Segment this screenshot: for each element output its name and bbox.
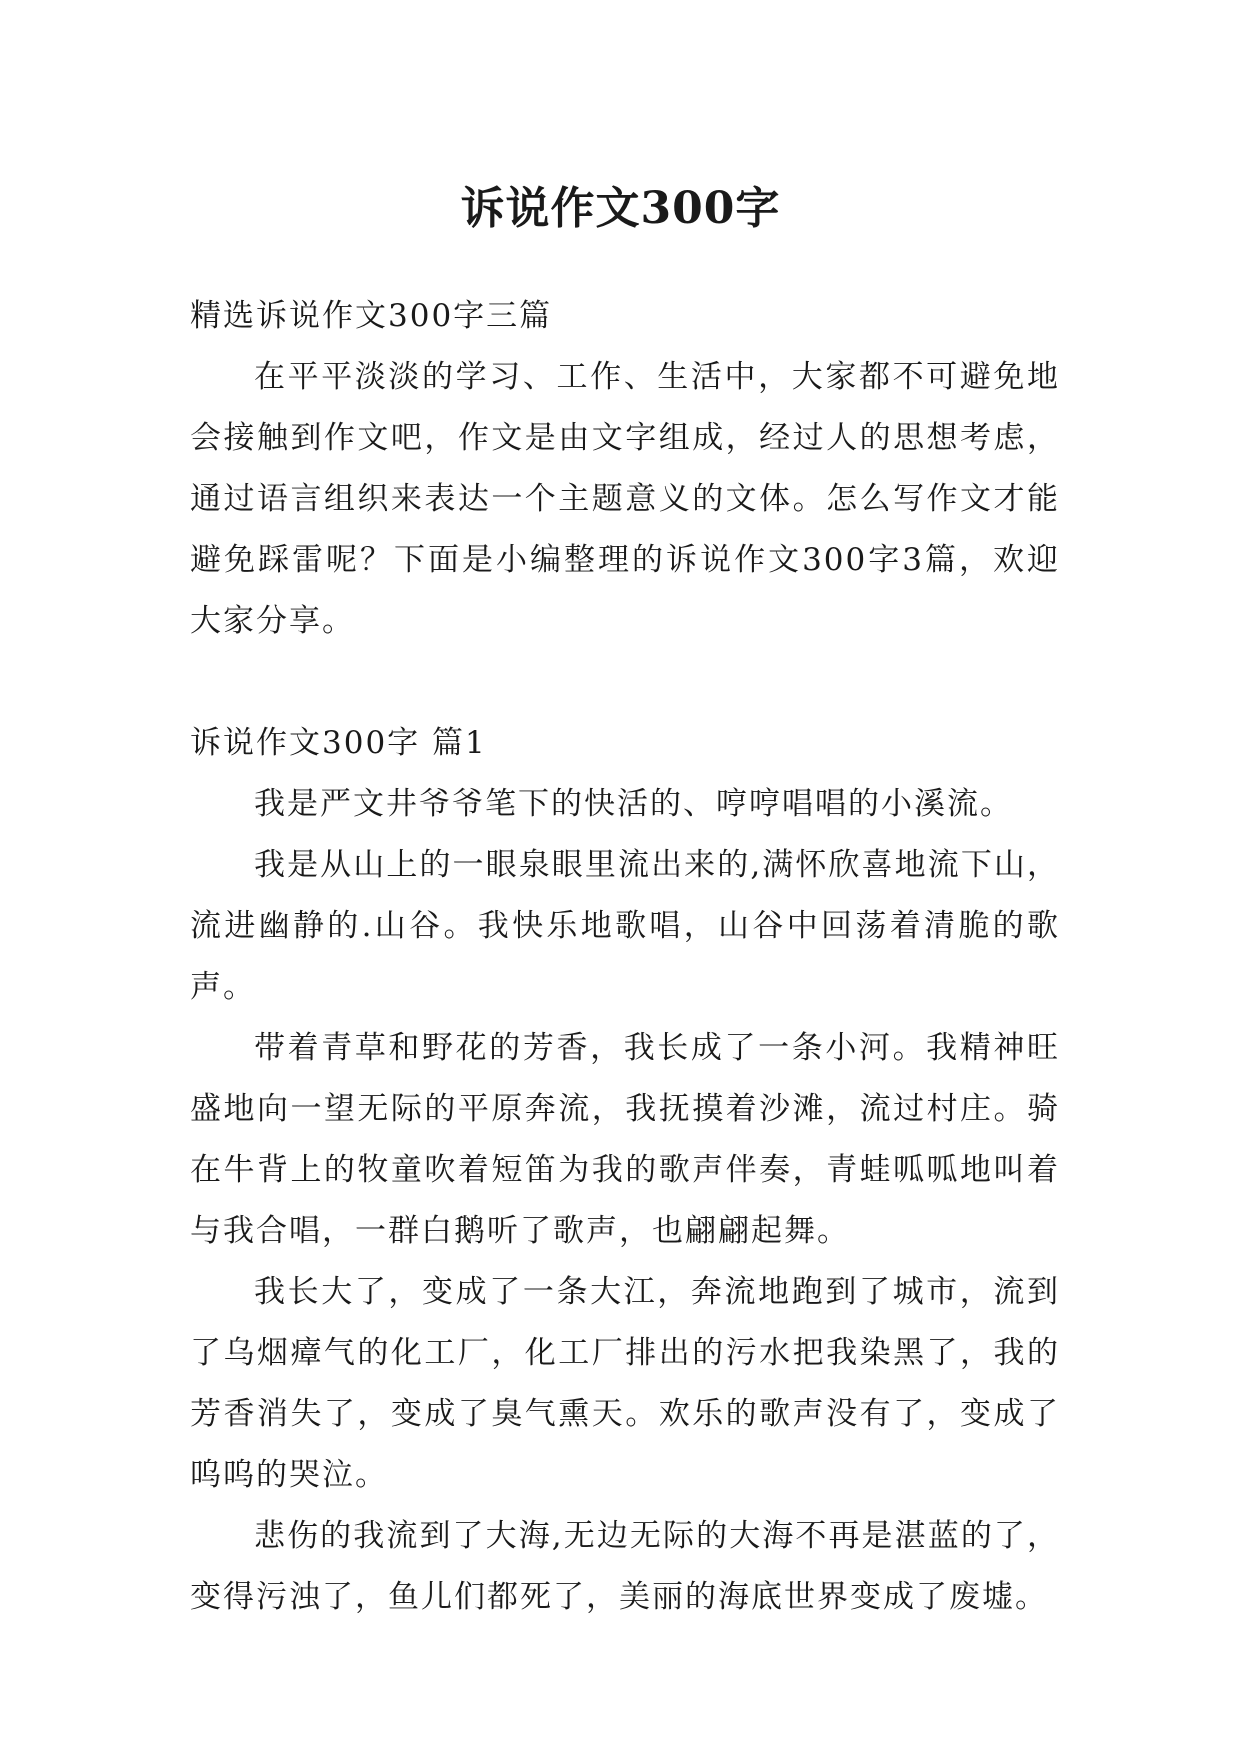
body-paragraph: 我长大了，变成了一条大江，奔流地跑到了城市，流到了乌烟瘴气的化工厂，化工厂排出的污水把我染黑了，我的芳香消失了，变成了臭气熏天。欢乐的歌声没有了，变成了呜呜的哭泣。 xyxy=(190,1274,1060,1493)
intro-paragraph: 在平平淡淡的学习、工作、生活中，大家都不可避免地会接触到作文吧，作文是由文字组成，经过人的思想考虑，通过语言组织来表达一个主题意义的文体。怎么写作文才能避免踩雷呢？下面是小编整理的诉说作文300字3篇，欢迎大家分享。 xyxy=(190,359,1060,639)
body-paragraph: 我是从山上的一眼泉眼里流出来的,满怀欣喜地流下山，流进幽静的.山谷。我快乐地歌唱，山谷中回荡着清脆的歌声。 xyxy=(190,847,1060,1005)
body-paragraph: 悲伤的我流到了大海,无边无际的大海不再是湛蓝的了，变得污浊了，鱼儿们都死了，美丽的海底世界变成了废墟。 xyxy=(190,1518,1060,1615)
body-paragraph: 我是严文井爷爷笔下的快活的、哼哼唱唱的小溪流。 xyxy=(254,786,1013,822)
section-spacer xyxy=(190,652,1060,713)
section-heading: 诉说作文300字 篇1 xyxy=(190,725,487,761)
document-body xyxy=(190,286,1060,1628)
subtitle: 精选诉说作文300字三篇 xyxy=(190,298,553,334)
body-paragraph: 带着青草和野花的芳香，我长成了一条小河。我精神旺盛地向一望无际的平原奔流，我抚摸着沙滩，流过村庄。骑在牛背上的牧童吹着短笛为我的歌声伴奏，青蛙呱呱地叫着与我合唱，一群白鹅听了歌声，也翩翩起舞。 xyxy=(190,1030,1060,1249)
document-title: 诉说作文300字 xyxy=(460,183,781,235)
